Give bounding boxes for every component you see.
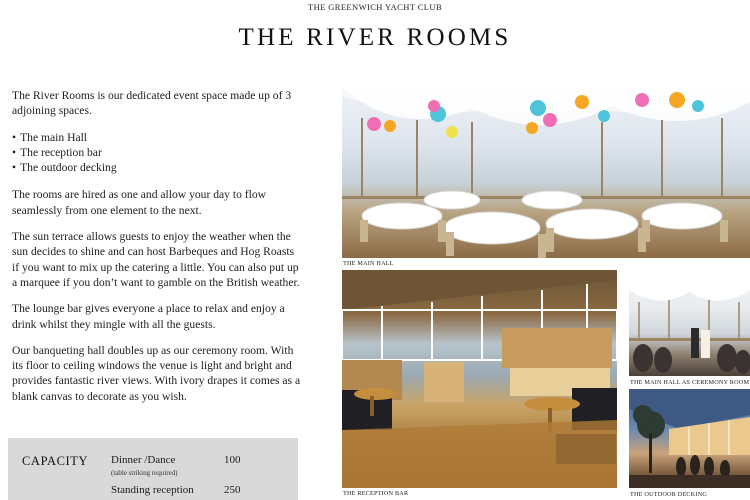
list-item: • The main Hall — [12, 130, 304, 145]
capacity-note: (table striking required) — [111, 469, 178, 477]
ceremony-caption: THE MAIN HALL AS CEREMONY ROOM — [630, 379, 750, 386]
capacity-box — [8, 438, 298, 500]
intro-text — [12, 88, 304, 415]
outdoor-caption: THE OUTDOOR DECKING — [630, 491, 708, 498]
list-item: • The outdoor decking — [12, 160, 304, 175]
ceremony-illustration — [629, 270, 750, 376]
main-hall-caption: THE MAIN HALL — [343, 260, 394, 267]
outdoor-photo — [629, 389, 750, 488]
lounge-paragraph: The lounge bar gives everyone a place to relax and enjoy a drink whilst they mingle with all the guests. — [12, 302, 285, 331]
club-name: THE GREENWICH YACHT CLUB — [307, 2, 443, 12]
flow-paragraph: The rooms are hired as one and allow your day to flow seamlessly from one element to the next. — [12, 188, 267, 217]
capacity-heading: CAPACITY — [22, 454, 89, 468]
terrace-paragraph: The sun terrace allows guests to enjoy the weather when the sun decides to shine and can host Barbeques and Hog Roasts if you want to mix up the catering a little. You can also put up a marquee if you don’t want to gamble on the British weather. — [12, 230, 300, 289]
main-hall-illustration — [342, 88, 750, 258]
main-hall-photo — [342, 88, 750, 258]
reception-bar-illustration — [342, 270, 617, 488]
reception-bar-caption: THE RECEPTION BAR — [343, 490, 409, 497]
capacity-value: 250 — [224, 484, 241, 496]
capacity-value: 100 — [224, 454, 241, 466]
intro-paragraph: The River Rooms is our dedicated event space made up of 3 adjoining spaces. — [12, 89, 292, 118]
reception-bar-photo — [342, 270, 617, 488]
spaces-list — [12, 130, 304, 176]
banqueting-paragraph: Our banqueting hall doubles up as our ceremony room. With its floor to ceiling windows the venue is light and bright and provides fantastic river views. With ivory drapes it comes as a blank canvas to decorate as you wish. — [12, 343, 301, 403]
page-title: THE RIVER ROOMS — [238, 24, 512, 51]
capacity-label: Dinner /Dance — [111, 454, 176, 466]
list-item: • The reception bar — [12, 145, 304, 160]
outdoor-illustration — [629, 389, 750, 488]
capacity-label: Standing reception — [111, 484, 194, 496]
ceremony-photo — [629, 270, 750, 376]
